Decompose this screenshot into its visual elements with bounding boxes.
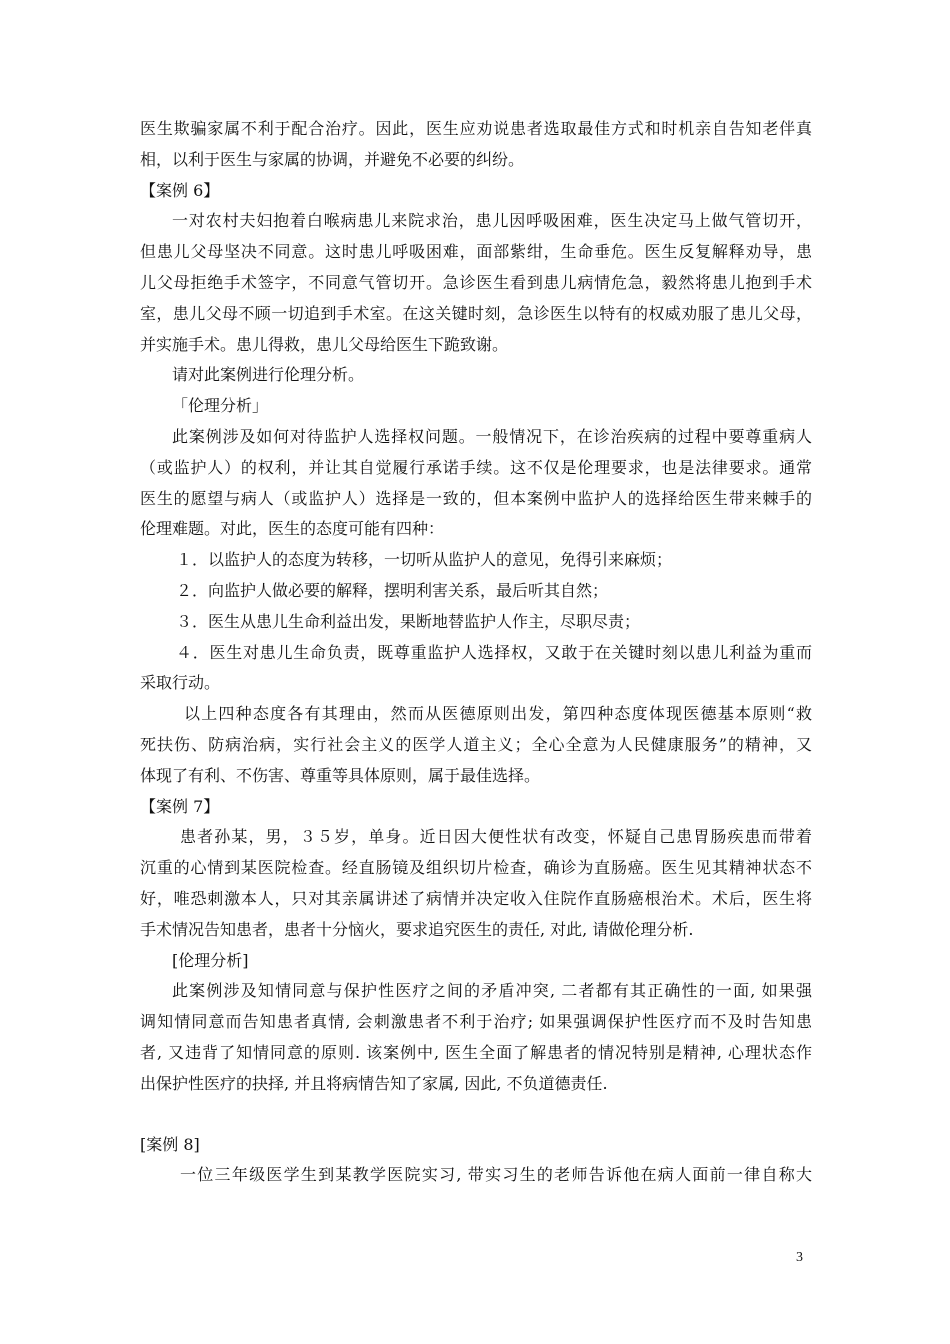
text-line: 手术情况告知患者，患者十分恼火，要求追究医生的责任, 对此, 请做伦理分析. — [140, 919, 694, 939]
text-line: 出保护性医疗的抉择, 并且将病情告知了家属, 因此, 不负道德责任. — [140, 1073, 608, 1093]
text-line: 请对此案例进行伦理分析。 — [172, 365, 365, 385]
page-number: 3 — [796, 1250, 803, 1265]
text-line: 死扶伤、防病治病，实行社会主义的医学人道主义；全心全意为人民健康服务”的精神，又 — [140, 734, 812, 754]
text-line: 室，患儿父母不顾一切追到手术室。在这关键时刻，急诊医生以特有的权威劝服了患儿父母， — [140, 303, 812, 323]
text-line: 但患儿父母坚决不同意。这时患儿呼吸困难，面部紫绀，生命垂危。医生反复解释劝导，患 — [140, 242, 812, 262]
text-line: 一对农村夫妇抱着白喉病患儿来院求治，患儿因呼吸困难，医生决定马上做气管切开， — [172, 211, 812, 231]
list-item: ３．医生从患儿生命利益出发，果断地替监护人作主，尽职尽责； — [176, 611, 641, 631]
paragraph-gap — [140, 1100, 812, 1130]
analysis-heading: 「伦理分析」 — [172, 396, 269, 416]
text-line: 医生的愿望与病人（或监护人）选择是一致的，但本案例中监护人的选择给医生带来棘手的 — [140, 488, 812, 508]
text-line: 沉重的心情到某医院检查。经直肠镜及组织切片检查，确诊为直肠癌。医生见其精神状态不 — [140, 858, 812, 878]
list-item: ４．医生对患儿生命负责，既尊重监护人选择权，又敢于在关键时刻以患儿利益为重而 — [176, 642, 812, 662]
document-body — [140, 114, 812, 1191]
text-line: 此案例涉及如何对待监护人选择权问题。一般情况下，在诊治疾病的过程中要尊重病人 — [172, 426, 812, 446]
text-line: 体现了有利、不伤害、尊重等具体原则，属于最佳选择。 — [140, 765, 541, 785]
text-line: 采取行动。 — [140, 673, 221, 693]
case-heading: 【案例 6】 — [140, 180, 220, 200]
text-line: 调知情同意而告知患者真情, 会刺激患者不利于治疗; 如果强调保护性医疗而不及时告知患 — [140, 1012, 812, 1032]
text-line: 者, 又违背了知情同意的原则. 该案例中, 医生全面了解患者的情况特别是精神, 心理状态作 — [140, 1042, 812, 1062]
text-line: （或监护人）的权利，并让其自觉履行承诺手续。这不仅是伦理要求，也是法律要求。通常 — [140, 457, 812, 477]
text-line: 并实施手术。患儿得救，患儿父母给医生下跪致谢。 — [140, 334, 509, 354]
list-item: ２．向监护人做必要的解释，摆明利害关系，最后听其自然； — [176, 580, 609, 600]
text-line: 此案例涉及知情同意与保护性医疗之间的矛盾冲突, 二者都有其正确性的一面, 如果强 — [172, 981, 812, 1001]
list-item: １．以监护人的态度为转移，一切听从监护人的意见，免得引来麻烦； — [176, 550, 673, 570]
text-line: 伦理难题。对此，医生的态度可能有四种： — [140, 519, 445, 539]
text-line: 一位三年级医学生到某教学医院实习, 带实习生的老师告诉他在病人面前一律自称大 — [180, 1165, 812, 1185]
text-line: 患者孙某，男，３５岁，单身。近日因大便性状有改变，怀疑自己患胃肠疾患而带着 — [180, 827, 812, 847]
text-line: 儿父母拒绝手术签字，不同意气管切开。急诊医生看到患儿病情危急，毅然将患儿抱到手术 — [140, 272, 812, 292]
case-heading: 【案例 7】 — [140, 796, 220, 816]
analysis-heading: [伦理分析] — [172, 950, 249, 970]
text-line: 以上四种态度各有其理由，然而从医德原则出发，第四种态度体现医德基本原则“救 — [184, 704, 812, 724]
text-line: 医生欺骗家属不利于配合治疗。因此，医生应劝说患者选取最佳方式和时机亲自告知老伴真 — [140, 119, 812, 138]
text-line: 好，唯恐刺激本人，只对其亲属讲述了病情并决定收入住院作直肠癌根治术。术后，医生将 — [140, 888, 812, 908]
case-heading: [案例 8] — [140, 1134, 200, 1154]
text-line: 相，以利于医生与家属的协调，并避免不必要的纠纷。 — [140, 149, 525, 169]
